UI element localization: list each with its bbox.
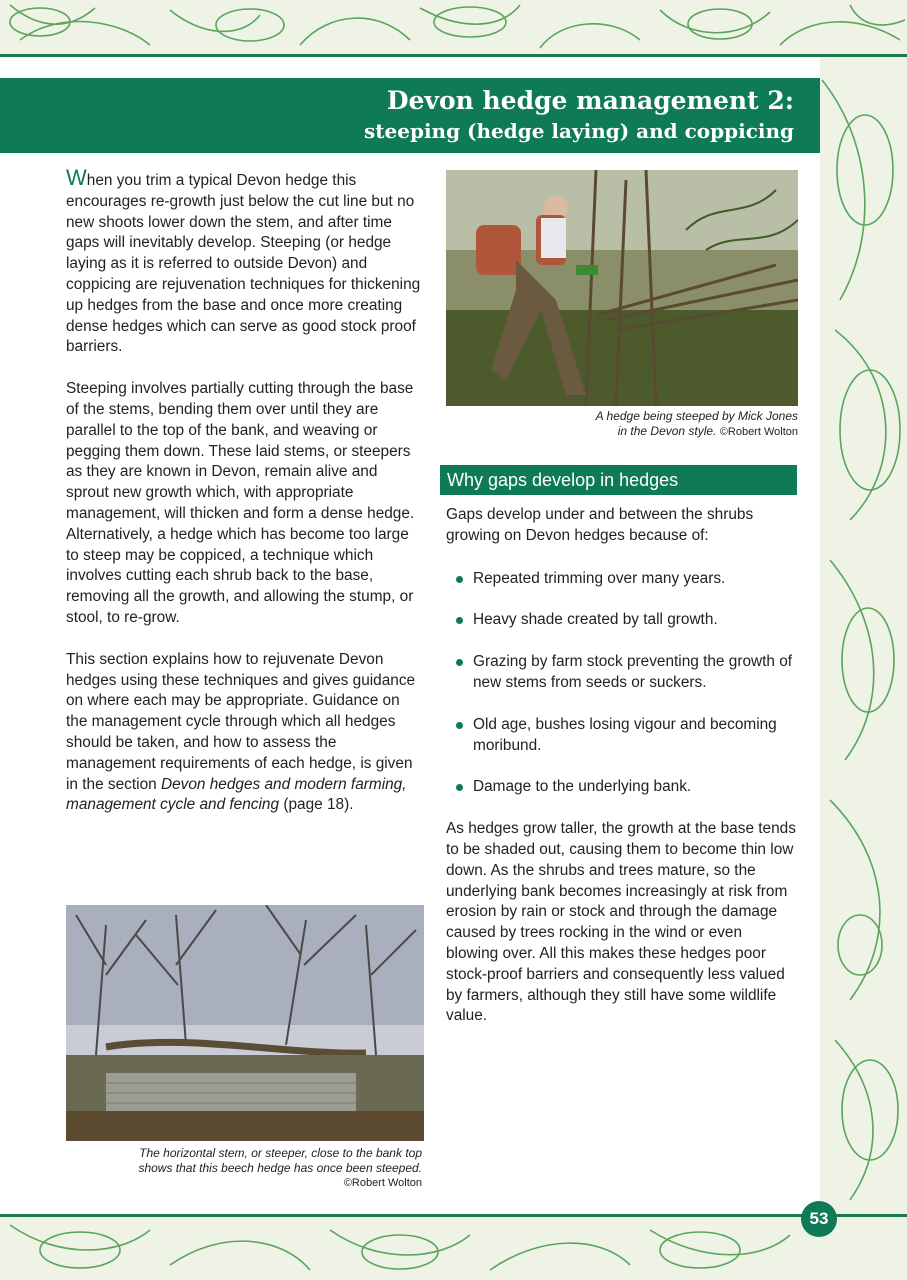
page-number-badge: 53 — [801, 1201, 837, 1237]
caption-line: The horizontal stem, or steeper, close to the bank top — [139, 1146, 422, 1160]
guidance-text: This section explains how to rejuvenate Devon hedges using these techniques and gives guidance on where each may be appropriate. Guidance on the management cycle through which all hedges should be taken, and how to assess the management requirements of each hedge, is given in the section — [66, 650, 416, 793]
caption-line — [446, 424, 798, 440]
guidance-paragraph — [66, 650, 424, 816]
caption-text: in the Devon style. — [617, 424, 717, 438]
gaps-closing: As hedges grow taller, the growth at the base tends to be shaded out, causing them to become thin low down. As the shrubs and trees mature, so the underlying bank becomes increasingly at risk from erosion by rain or stock and through the damage caused by trees rocking in the wind or even blowing over. All this makes these hedges poor stock-proof barriers and consequently less valued by farmers, although they still have some wildlife value. — [446, 820, 796, 1025]
right-column — [446, 505, 796, 1027]
photo-credit: ©Robert Wolton — [343, 1177, 422, 1189]
intro-text: hen you trim a typical Devon hedge this encourages re-growth just below the cut line but no new shoots lower down the stem, and after time gaps will inevitably develop. Steeping (or hedge laying as it is referred to outside Devon) and coppicing are rejuvenation techniques for thickening up hedges from the base and once more creating dense hedges which can serve as good stock proof barriers. — [66, 172, 421, 356]
list-item: Grazing by farm stock preventing the growth of new stems from seeds or suckers. — [446, 652, 796, 694]
hedge-steeping-photo — [446, 170, 798, 406]
page-subtitle: steeping (hedge laying) and coppicing — [364, 119, 794, 143]
caption-line: A hedge being steeped by Mick Jones — [595, 409, 798, 423]
section-reference: Devon hedges and modern farming, management cycle and fencing — [66, 775, 407, 814]
photo-credit: ©Robert Wolton — [719, 426, 798, 438]
bottom-rule — [0, 1214, 907, 1217]
gaps-bullet-list — [446, 569, 796, 799]
title-banner — [0, 78, 820, 153]
list-item: Damage to the underlying bank. — [446, 777, 796, 798]
beech-hedge-photo — [66, 905, 424, 1141]
section-heading: Why gaps develop in hedges — [440, 465, 797, 495]
list-item: Old age, bushes losing vigour and becoming moribund. — [446, 715, 796, 757]
top-photo-caption — [446, 409, 798, 440]
left-column — [66, 165, 424, 837]
list-item: Repeated trimming over many years. — [446, 569, 796, 590]
page-title: Devon hedge management 2: — [386, 86, 794, 115]
page-reference: (page 18). — [279, 796, 354, 814]
drop-cap: W — [66, 165, 87, 190]
caption-line: shows that this beech hedge has once been steeped. — [138, 1161, 422, 1175]
gaps-intro: Gaps develop under and between the shrubs growing on Devon hedges because of: — [446, 506, 754, 544]
list-item: Heavy shade created by tall growth. — [446, 610, 796, 631]
intro-paragraph — [66, 165, 424, 358]
bottom-photo-caption — [60, 1146, 422, 1191]
steeping-paragraph: Steeping involves partially cutting through the base of the stems, bending them over until they are parallel to the top of the bank, and weaving or pegging them down. These laid stems, or steepers as they are known in Devon, remain alive and sprout new growth which, with appropriate management, will thicken and form a dense hedge. Alternatively, a hedge which has become too large to steep may be coppiced, a technique which involves cutting each shrub back to the base, removing all the growth, and allowing the stump, or stool, to re-grow. — [66, 380, 415, 626]
top-rule — [0, 54, 907, 57]
